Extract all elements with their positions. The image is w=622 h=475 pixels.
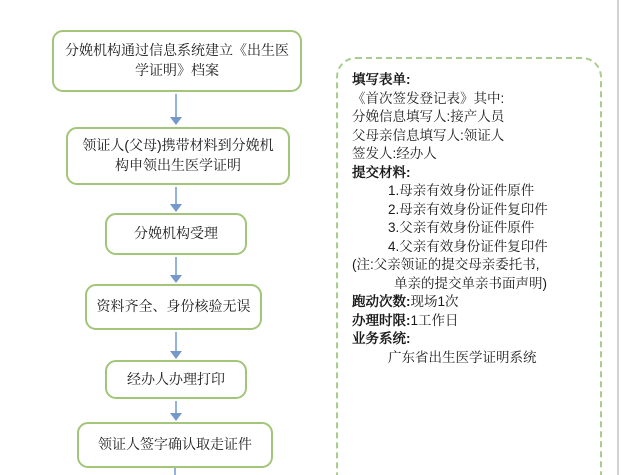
arrow-down-icon xyxy=(170,204,182,212)
flow-step-acceptance xyxy=(105,213,247,255)
flow-step-create-archive xyxy=(52,30,302,92)
info-line-note-2: 单亲的提交单亲书面声明) xyxy=(394,275,547,291)
flow-step-sign-and-take xyxy=(77,422,273,468)
info-line-system-name: 广东省出生医学证明系统 xyxy=(388,349,537,365)
info-line-note: (注:父亲领证的提交母亲委托书, xyxy=(352,257,540,272)
info-line-material-4: 4.父亲有效身份证件复印件 xyxy=(388,238,548,254)
flow-arrow-4 xyxy=(170,332,182,359)
flow-step-label: 领证人签字确认取走证件 xyxy=(98,436,252,453)
info-line-trips: 跑动次数:现场1次 xyxy=(352,294,459,309)
flow-step-label: 经办人办理打印 xyxy=(127,370,225,387)
info-line: 分娩信息填写人:接产人员 xyxy=(352,109,505,124)
info-line: 签发人:经办人 xyxy=(352,146,437,161)
flow-step-verification xyxy=(85,284,262,330)
flow-step-label: 分娩机构受理 xyxy=(134,225,218,242)
info-line: 填写表单: xyxy=(352,72,411,87)
info-line-system: 业务系统: xyxy=(352,331,411,346)
arrow-down-icon xyxy=(170,351,182,359)
arrow-down-icon xyxy=(170,117,182,125)
flow-arrow-5 xyxy=(170,401,182,421)
info-line: 提交材料: xyxy=(352,164,411,180)
flow-step-print xyxy=(105,360,247,399)
flow-arrow-2 xyxy=(170,187,182,212)
info-line-material-1: 1.母亲有效身份证件原件 xyxy=(388,183,535,198)
flow-arrow-1 xyxy=(170,94,182,125)
flow-step-label: 资料齐全、身份核验无误 xyxy=(96,298,251,315)
flow-step-bring-materials xyxy=(66,127,290,185)
arrow-down-icon xyxy=(170,275,182,283)
page-edge-line xyxy=(617,0,619,475)
flow-arrow-3 xyxy=(170,257,182,283)
flow-connector-stub xyxy=(174,468,176,475)
info-line-time-limit: 办理时限:1工作日 xyxy=(352,312,459,328)
flow-step-label: 领证人(父母)携带材料到分娩机构申领出生医学证明 xyxy=(82,137,274,173)
info-line-material-3: 3.父亲有效身份证件原件 xyxy=(388,220,535,235)
info-line-material-2: 2.母亲有效身份证件复印件 xyxy=(388,201,548,217)
arrow-down-icon xyxy=(170,413,182,421)
info-line: 父母亲信息填写人:领证人 xyxy=(352,127,505,143)
info-panel xyxy=(336,57,602,475)
info-line: 《首次签发登记表》其中: xyxy=(352,90,505,106)
flow-step-label: 分娩机构通过信息系统建立《出生医学证明》档案 xyxy=(65,42,289,78)
